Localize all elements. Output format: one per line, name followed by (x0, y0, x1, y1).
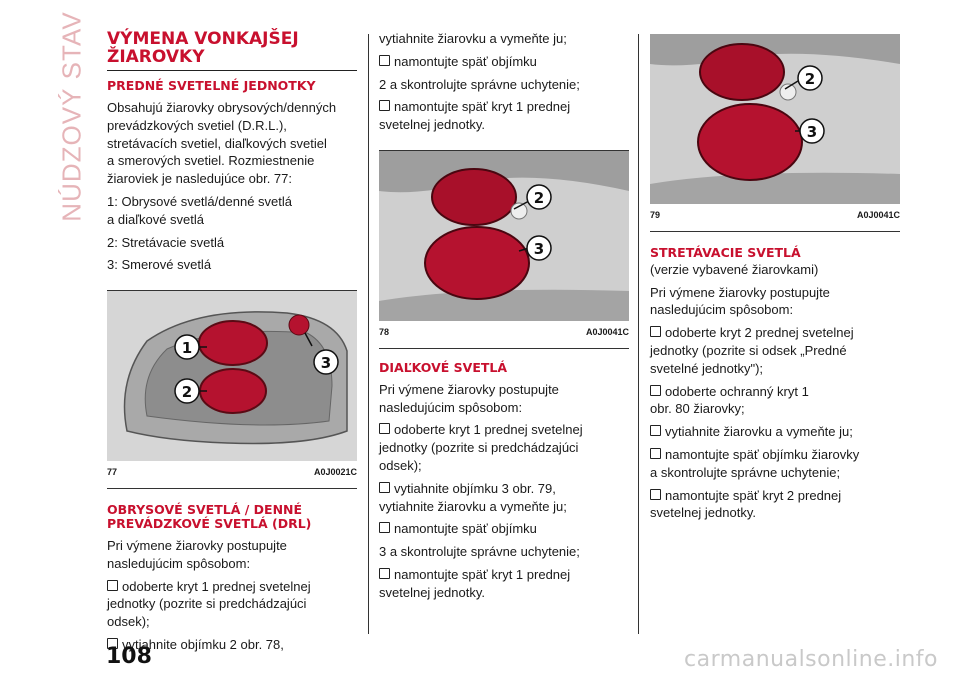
page-number: 108 (106, 644, 152, 669)
step-continued: vytiahnite žiarovku a vymeňte ju; (379, 31, 567, 46)
svg-text:1: 1 (181, 339, 193, 358)
column-3 (650, 34, 900, 527)
figure-79-caption (650, 204, 900, 232)
callout-3 (800, 119, 824, 143)
procedure-intro: Pri výmene žiarovky postupujte nasledujúcim spôsobom: (379, 381, 559, 415)
checkbox-icon (379, 482, 390, 493)
callout-2 (527, 185, 551, 209)
step-refit-socket: namontujte späť objímku (379, 53, 629, 71)
section-side-tab (52, 10, 92, 222)
svg-text:3: 3 (320, 354, 332, 373)
callout-1 (175, 335, 199, 359)
step-remove-cover: odoberte kryt 1 prednej svetelnej jednotky (pozrite si predchádzajúci odsek); (379, 422, 583, 473)
svg-text:2: 2 (181, 383, 193, 402)
checkbox-icon (379, 100, 390, 111)
subheading-note: (verzie vybavené žiarovkami) (650, 261, 819, 277)
figure-77-caption (107, 461, 357, 489)
column-divider-1 (368, 34, 369, 634)
step-pull-socket: vytiahnite objímku 2 obr. 78, (107, 636, 357, 654)
step-replace-bulb: vytiahnite žiarovku a vymeňte ju; (650, 423, 900, 441)
section-title: VÝMENA VONKAJŠEJ ŽIAROVKY (107, 30, 357, 71)
checkbox-icon (107, 580, 118, 591)
step-remove-cover: odoberte kryt 2 prednej svetelnej jednotky (pozrite si odsek „Predné svetelné jednotky"); (650, 325, 854, 376)
procedure-intro: Pri výmene žiarovky postupujte nasledujúcim spôsobom: (107, 537, 287, 571)
procedure-intro: Pri výmene žiarovky postupujte nasledujúcim spôsobom: (650, 284, 830, 318)
subheading-low-beam: STRETÁVACIE SVETLÁ (650, 244, 801, 260)
figure-78-caption (379, 321, 629, 349)
figure-number: 78 (379, 326, 390, 337)
step-remove-cover: odoberte kryt 1 prednej svetelnej jednotky (pozrite si predchádzajúci odsek); (107, 578, 311, 630)
step-refit-socket: namontujte späť objímku (379, 520, 629, 538)
step-refit-socket: namontujte späť objímku žiarovky a skontrolujte správne uchytenie; (650, 446, 860, 480)
checkbox-icon (379, 423, 390, 434)
step-refit-cover: namontujte späť kryt 1 prednej svetelnej jednotky. (379, 566, 571, 600)
checkbox-icon (379, 568, 390, 579)
column-2 (379, 30, 629, 607)
subheading-position-drl: OBRYSOVÉ SVETLÁ / DENNÉ PREVÁDZKOVÉ SVETLÁ (DRL) (107, 501, 312, 531)
bulb-list-item-2: 2: Stretávacie svetlá (107, 234, 225, 250)
svg-text:3: 3 (533, 239, 545, 258)
svg-text:3: 3 (806, 123, 818, 141)
callout-2 (798, 66, 822, 90)
column-divider-2 (638, 34, 639, 634)
step-pull-socket: vytiahnite objímku 3 obr. 79, vytiahnite žiarovku a vymeňte ju; (379, 480, 567, 514)
bulb-list-item-3: 3: Smerové svetlá (107, 257, 212, 273)
subheading-high-beam: DIAĽKOVÉ SVETLÁ (379, 359, 508, 375)
step-remove-protective-cover: odoberte ochranný kryt 1 obr. 80 žiarovky; (650, 383, 809, 417)
subheading-front-light-units: PREDNÉ SVETELNÉ JEDNOTKY (107, 78, 316, 93)
callout-3 (527, 236, 551, 260)
headlamp-figure-78-image (379, 151, 629, 321)
checkbox-icon (650, 385, 661, 396)
figure-number: 77 (107, 467, 118, 478)
bulb-list-item-1: 1: Obrysové svetlá/denné svetlá a diaľkové svetlá (107, 193, 292, 227)
column-1 (107, 30, 357, 659)
step-refit-cover: namontujte späť kryt 1 prednej svetelnej jednotky. (379, 99, 571, 133)
checkbox-icon (650, 326, 661, 337)
figure-code: A0J0041C (856, 210, 900, 220)
intro-paragraph: Obsahujú žiarovky obrysových/denných prevádzkových svetiel (D.R.L.), stretávacích svetiel, diaľkových svetiel a smerových svetiel. Rozmiestnenie žiaroviek je nasledujúce obr. 77: (107, 100, 337, 187)
checkbox-icon (379, 522, 390, 533)
watermark: carmanualsonline.info (684, 647, 938, 672)
checkbox-icon (379, 55, 390, 66)
figure-77 (107, 290, 357, 489)
figure-78 (379, 150, 629, 349)
callout-2 (175, 379, 199, 403)
svg-text:2: 2 (804, 70, 816, 88)
step-continued: 3 a skontrolujte správne uchytenie; (379, 544, 580, 560)
figure-code: A0J0041C (585, 326, 629, 337)
checkbox-icon (650, 425, 661, 436)
callout-3 (314, 350, 338, 374)
figure-number: 79 (650, 210, 661, 220)
headlamp-figure-77-image (107, 291, 357, 461)
checkbox-icon (650, 489, 661, 500)
step-refit-cover: namontujte späť kryt 2 prednej svetelnej jednotky. (650, 487, 842, 521)
section-side-tab-label: NÚDZOVÝ STAV (56, 10, 87, 222)
figure-79 (650, 34, 900, 232)
svg-text:2: 2 (533, 188, 545, 207)
figure-code: A0J0021C (313, 467, 357, 478)
step-continued: 2 a skontrolujte správne uchytenie; (379, 76, 580, 92)
headlamp-figure-79-image (650, 34, 900, 204)
checkbox-icon (650, 448, 661, 459)
